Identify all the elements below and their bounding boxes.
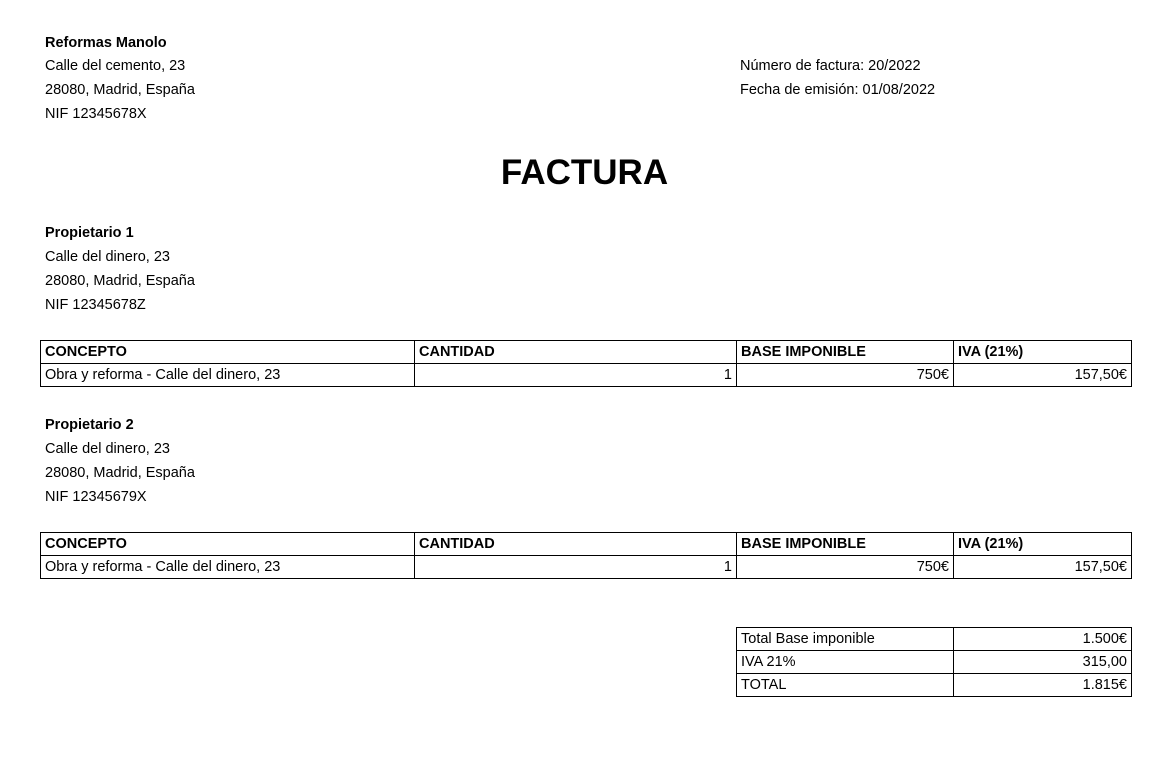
issuer-nif: NIF 12345678X <box>45 106 147 122</box>
cell-base-imponible: 750€ <box>737 364 954 387</box>
cell-concepto: Obra y reforma - Calle del dinero, 23 <box>41 556 415 579</box>
header-concepto: CONCEPTO <box>41 533 415 556</box>
owner-address: Calle del dinero, 23 <box>45 249 170 265</box>
total-iva-label: IVA 21% <box>737 651 954 674</box>
cell-concepto: Obra y reforma - Calle del dinero, 23 <box>41 364 415 387</box>
owner-name: Propietario 2 <box>45 417 134 433</box>
cell-base-imponible: 750€ <box>737 556 954 579</box>
items-table-1 <box>40 340 1132 387</box>
table-header-row <box>41 533 1132 556</box>
header-base-imponible: BASE IMPONIBLE <box>737 341 954 364</box>
totals-row <box>737 651 1132 674</box>
owner-nif: NIF 12345678Z <box>45 297 146 313</box>
total-base-label: Total Base imponible <box>737 628 954 651</box>
owner-name: Propietario 1 <box>45 225 134 241</box>
header-iva: IVA (21%) <box>954 533 1132 556</box>
total-iva-value: 315,00 <box>954 651 1132 674</box>
owner-address: Calle del dinero, 23 <box>45 441 170 457</box>
table-row <box>41 556 1132 579</box>
cell-cantidad: 1 <box>415 364 737 387</box>
issuer-address: Calle del cemento, 23 <box>45 58 186 74</box>
cell-iva: 157,50€ <box>954 556 1132 579</box>
header-cantidad: CANTIDAD <box>415 533 737 556</box>
issuer-name: Reformas Manolo <box>45 35 167 51</box>
invoice-number: Número de factura: 20/2022 <box>740 58 921 74</box>
grand-total-value: 1.815€ <box>954 674 1132 697</box>
grand-total-label: TOTAL <box>737 674 954 697</box>
totals-row <box>737 674 1132 697</box>
invoice-date: Fecha de emisión: 01/08/2022 <box>740 82 936 98</box>
owner-city: 28080, Madrid, España <box>45 273 195 289</box>
table-header-row <box>41 341 1132 364</box>
owner-nif: NIF 12345679X <box>45 489 147 505</box>
cell-cantidad: 1 <box>415 556 737 579</box>
header-cantidad: CANTIDAD <box>415 341 737 364</box>
owner-city: 28080, Madrid, España <box>45 465 195 481</box>
header-concepto: CONCEPTO <box>41 341 415 364</box>
items-table-2 <box>40 532 1132 579</box>
header-base-imponible: BASE IMPONIBLE <box>737 533 954 556</box>
document-title: FACTURA <box>500 153 669 192</box>
header-iva: IVA (21%) <box>954 341 1132 364</box>
total-base-value: 1.500€ <box>954 628 1132 651</box>
totals-table <box>736 627 1132 697</box>
table-row <box>41 364 1132 387</box>
totals-row <box>737 628 1132 651</box>
cell-iva: 157,50€ <box>954 364 1132 387</box>
issuer-city: 28080, Madrid, España <box>45 82 195 98</box>
